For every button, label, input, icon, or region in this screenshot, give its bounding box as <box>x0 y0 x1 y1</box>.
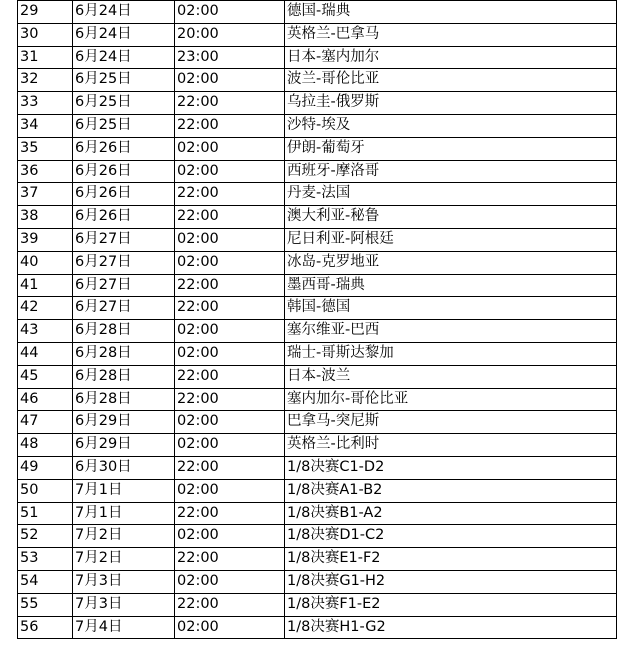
match-time-cell: 02:00 <box>175 342 285 365</box>
match-teams-cell: 1/8决赛C1-D2 <box>285 456 617 479</box>
match-time-cell: 22:00 <box>175 114 285 137</box>
match-number-cell: 43 <box>18 320 73 343</box>
table-row <box>18 456 617 479</box>
match-time-cell: 22:00 <box>175 274 285 297</box>
table-row <box>18 320 617 343</box>
match-teams-cell: 墨西哥-瑞典 <box>285 274 617 297</box>
match-date-cell: 6月24日 <box>73 23 175 46</box>
match-teams-cell: 澳大利亚-秘鲁 <box>285 206 617 229</box>
match-teams-cell: 1/8决赛B1-A2 <box>285 502 617 525</box>
match-time-cell: 02:00 <box>175 479 285 502</box>
table-row <box>18 137 617 160</box>
match-teams-cell: 英格兰-巴拿马 <box>285 23 617 46</box>
match-date-cell: 6月25日 <box>73 92 175 115</box>
match-time-cell: 02:00 <box>175 137 285 160</box>
match-time-cell: 22:00 <box>175 548 285 571</box>
table-row <box>18 206 617 229</box>
match-number-cell: 40 <box>18 251 73 274</box>
match-date-cell: 7月4日 <box>73 616 175 639</box>
match-teams-cell: 尼日利亚-阿根廷 <box>285 228 617 251</box>
match-date-cell: 6月24日 <box>73 1 175 24</box>
match-date-cell: 6月27日 <box>73 274 175 297</box>
table-row <box>18 365 617 388</box>
match-number-cell: 33 <box>18 92 73 115</box>
match-time-cell: 02:00 <box>175 525 285 548</box>
table-row <box>18 274 617 297</box>
match-date-cell: 6月28日 <box>73 388 175 411</box>
match-teams-cell: 西班牙-摩洛哥 <box>285 160 617 183</box>
match-time-cell: 22:00 <box>175 183 285 206</box>
match-time-cell: 22:00 <box>175 365 285 388</box>
match-date-cell: 6月28日 <box>73 342 175 365</box>
match-time-cell: 22:00 <box>175 92 285 115</box>
match-number-cell: 50 <box>18 479 73 502</box>
match-number-cell: 39 <box>18 228 73 251</box>
match-date-cell: 7月3日 <box>73 593 175 616</box>
match-time-cell: 02:00 <box>175 570 285 593</box>
match-teams-cell: 韩国-德国 <box>285 297 617 320</box>
match-date-cell: 6月30日 <box>73 456 175 479</box>
match-time-cell: 22:00 <box>175 388 285 411</box>
match-teams-cell: 1/8决赛E1-F2 <box>285 548 617 571</box>
table-row <box>18 114 617 137</box>
match-date-cell: 7月1日 <box>73 502 175 525</box>
match-teams-cell: 沙特-埃及 <box>285 114 617 137</box>
table-row <box>18 616 617 639</box>
match-date-cell: 6月27日 <box>73 251 175 274</box>
match-time-cell: 02:00 <box>175 1 285 24</box>
table-row <box>18 1 617 24</box>
match-number-cell: 46 <box>18 388 73 411</box>
table-row <box>18 228 617 251</box>
match-date-cell: 6月29日 <box>73 434 175 457</box>
match-teams-cell: 巴拿马-突尼斯 <box>285 411 617 434</box>
match-date-cell: 6月27日 <box>73 297 175 320</box>
match-number-cell: 54 <box>18 570 73 593</box>
match-number-cell: 56 <box>18 616 73 639</box>
table-row <box>18 183 617 206</box>
match-teams-cell: 瑞士-哥斯达黎加 <box>285 342 617 365</box>
match-teams-cell: 塞尔维亚-巴西 <box>285 320 617 343</box>
match-time-cell: 02:00 <box>175 434 285 457</box>
match-time-cell: 02:00 <box>175 411 285 434</box>
table-row <box>18 388 617 411</box>
match-number-cell: 55 <box>18 593 73 616</box>
table-row <box>18 92 617 115</box>
match-time-cell: 02:00 <box>175 616 285 639</box>
match-number-cell: 35 <box>18 137 73 160</box>
match-teams-cell: 塞内加尔-哥伦比亚 <box>285 388 617 411</box>
match-time-cell: 02:00 <box>175 320 285 343</box>
match-number-cell: 34 <box>18 114 73 137</box>
match-number-cell: 48 <box>18 434 73 457</box>
match-time-cell: 22:00 <box>175 206 285 229</box>
match-date-cell: 6月29日 <box>73 411 175 434</box>
match-number-cell: 44 <box>18 342 73 365</box>
match-date-cell: 7月2日 <box>73 525 175 548</box>
match-teams-cell: 乌拉圭-俄罗斯 <box>285 92 617 115</box>
match-date-cell: 6月26日 <box>73 137 175 160</box>
schedule-table <box>17 0 617 639</box>
table-row <box>18 46 617 69</box>
match-number-cell: 36 <box>18 160 73 183</box>
match-number-cell: 32 <box>18 69 73 92</box>
match-date-cell: 6月28日 <box>73 320 175 343</box>
match-number-cell: 51 <box>18 502 73 525</box>
match-teams-cell: 1/8决赛D1-C2 <box>285 525 617 548</box>
match-number-cell: 31 <box>18 46 73 69</box>
table-row <box>18 548 617 571</box>
match-date-cell: 6月26日 <box>73 183 175 206</box>
match-time-cell: 02:00 <box>175 69 285 92</box>
match-time-cell: 22:00 <box>175 593 285 616</box>
match-teams-cell: 1/8决赛F1-E2 <box>285 593 617 616</box>
match-teams-cell: 德国-瑞典 <box>285 1 617 24</box>
match-number-cell: 41 <box>18 274 73 297</box>
match-teams-cell: 1/8决赛G1-H2 <box>285 570 617 593</box>
match-date-cell: 7月1日 <box>73 479 175 502</box>
match-number-cell: 29 <box>18 1 73 24</box>
table-row <box>18 411 617 434</box>
match-number-cell: 47 <box>18 411 73 434</box>
match-number-cell: 53 <box>18 548 73 571</box>
match-time-cell: 22:00 <box>175 456 285 479</box>
table-row <box>18 593 617 616</box>
match-number-cell: 49 <box>18 456 73 479</box>
match-teams-cell: 1/8决赛A1-B2 <box>285 479 617 502</box>
table-row <box>18 23 617 46</box>
match-teams-cell: 1/8决赛H1-G2 <box>285 616 617 639</box>
match-date-cell: 7月3日 <box>73 570 175 593</box>
match-date-cell: 6月26日 <box>73 160 175 183</box>
table-row <box>18 69 617 92</box>
schedule-table-body <box>18 1 617 639</box>
match-teams-cell: 丹麦-法国 <box>285 183 617 206</box>
match-teams-cell: 日本-波兰 <box>285 365 617 388</box>
match-time-cell: 23:00 <box>175 46 285 69</box>
match-date-cell: 6月26日 <box>73 206 175 229</box>
match-time-cell: 02:00 <box>175 228 285 251</box>
match-number-cell: 45 <box>18 365 73 388</box>
match-time-cell: 20:00 <box>175 23 285 46</box>
match-date-cell: 6月27日 <box>73 228 175 251</box>
table-row <box>18 502 617 525</box>
match-time-cell: 22:00 <box>175 502 285 525</box>
match-date-cell: 6月25日 <box>73 69 175 92</box>
match-teams-cell: 伊朗-葡萄牙 <box>285 137 617 160</box>
table-row <box>18 251 617 274</box>
match-date-cell: 6月24日 <box>73 46 175 69</box>
table-row <box>18 570 617 593</box>
match-teams-cell: 波兰-哥伦比亚 <box>285 69 617 92</box>
match-time-cell: 02:00 <box>175 251 285 274</box>
table-row <box>18 297 617 320</box>
match-number-cell: 30 <box>18 23 73 46</box>
match-teams-cell: 日本-塞内加尔 <box>285 46 617 69</box>
match-date-cell: 6月28日 <box>73 365 175 388</box>
match-number-cell: 37 <box>18 183 73 206</box>
match-time-cell: 22:00 <box>175 297 285 320</box>
match-date-cell: 6月25日 <box>73 114 175 137</box>
match-number-cell: 52 <box>18 525 73 548</box>
table-row <box>18 434 617 457</box>
match-number-cell: 42 <box>18 297 73 320</box>
table-row <box>18 160 617 183</box>
table-row <box>18 525 617 548</box>
match-teams-cell: 英格兰-比利时 <box>285 434 617 457</box>
match-teams-cell: 冰岛-克罗地亚 <box>285 251 617 274</box>
match-date-cell: 7月2日 <box>73 548 175 571</box>
table-row <box>18 342 617 365</box>
table-row <box>18 479 617 502</box>
match-time-cell: 02:00 <box>175 160 285 183</box>
match-number-cell: 38 <box>18 206 73 229</box>
